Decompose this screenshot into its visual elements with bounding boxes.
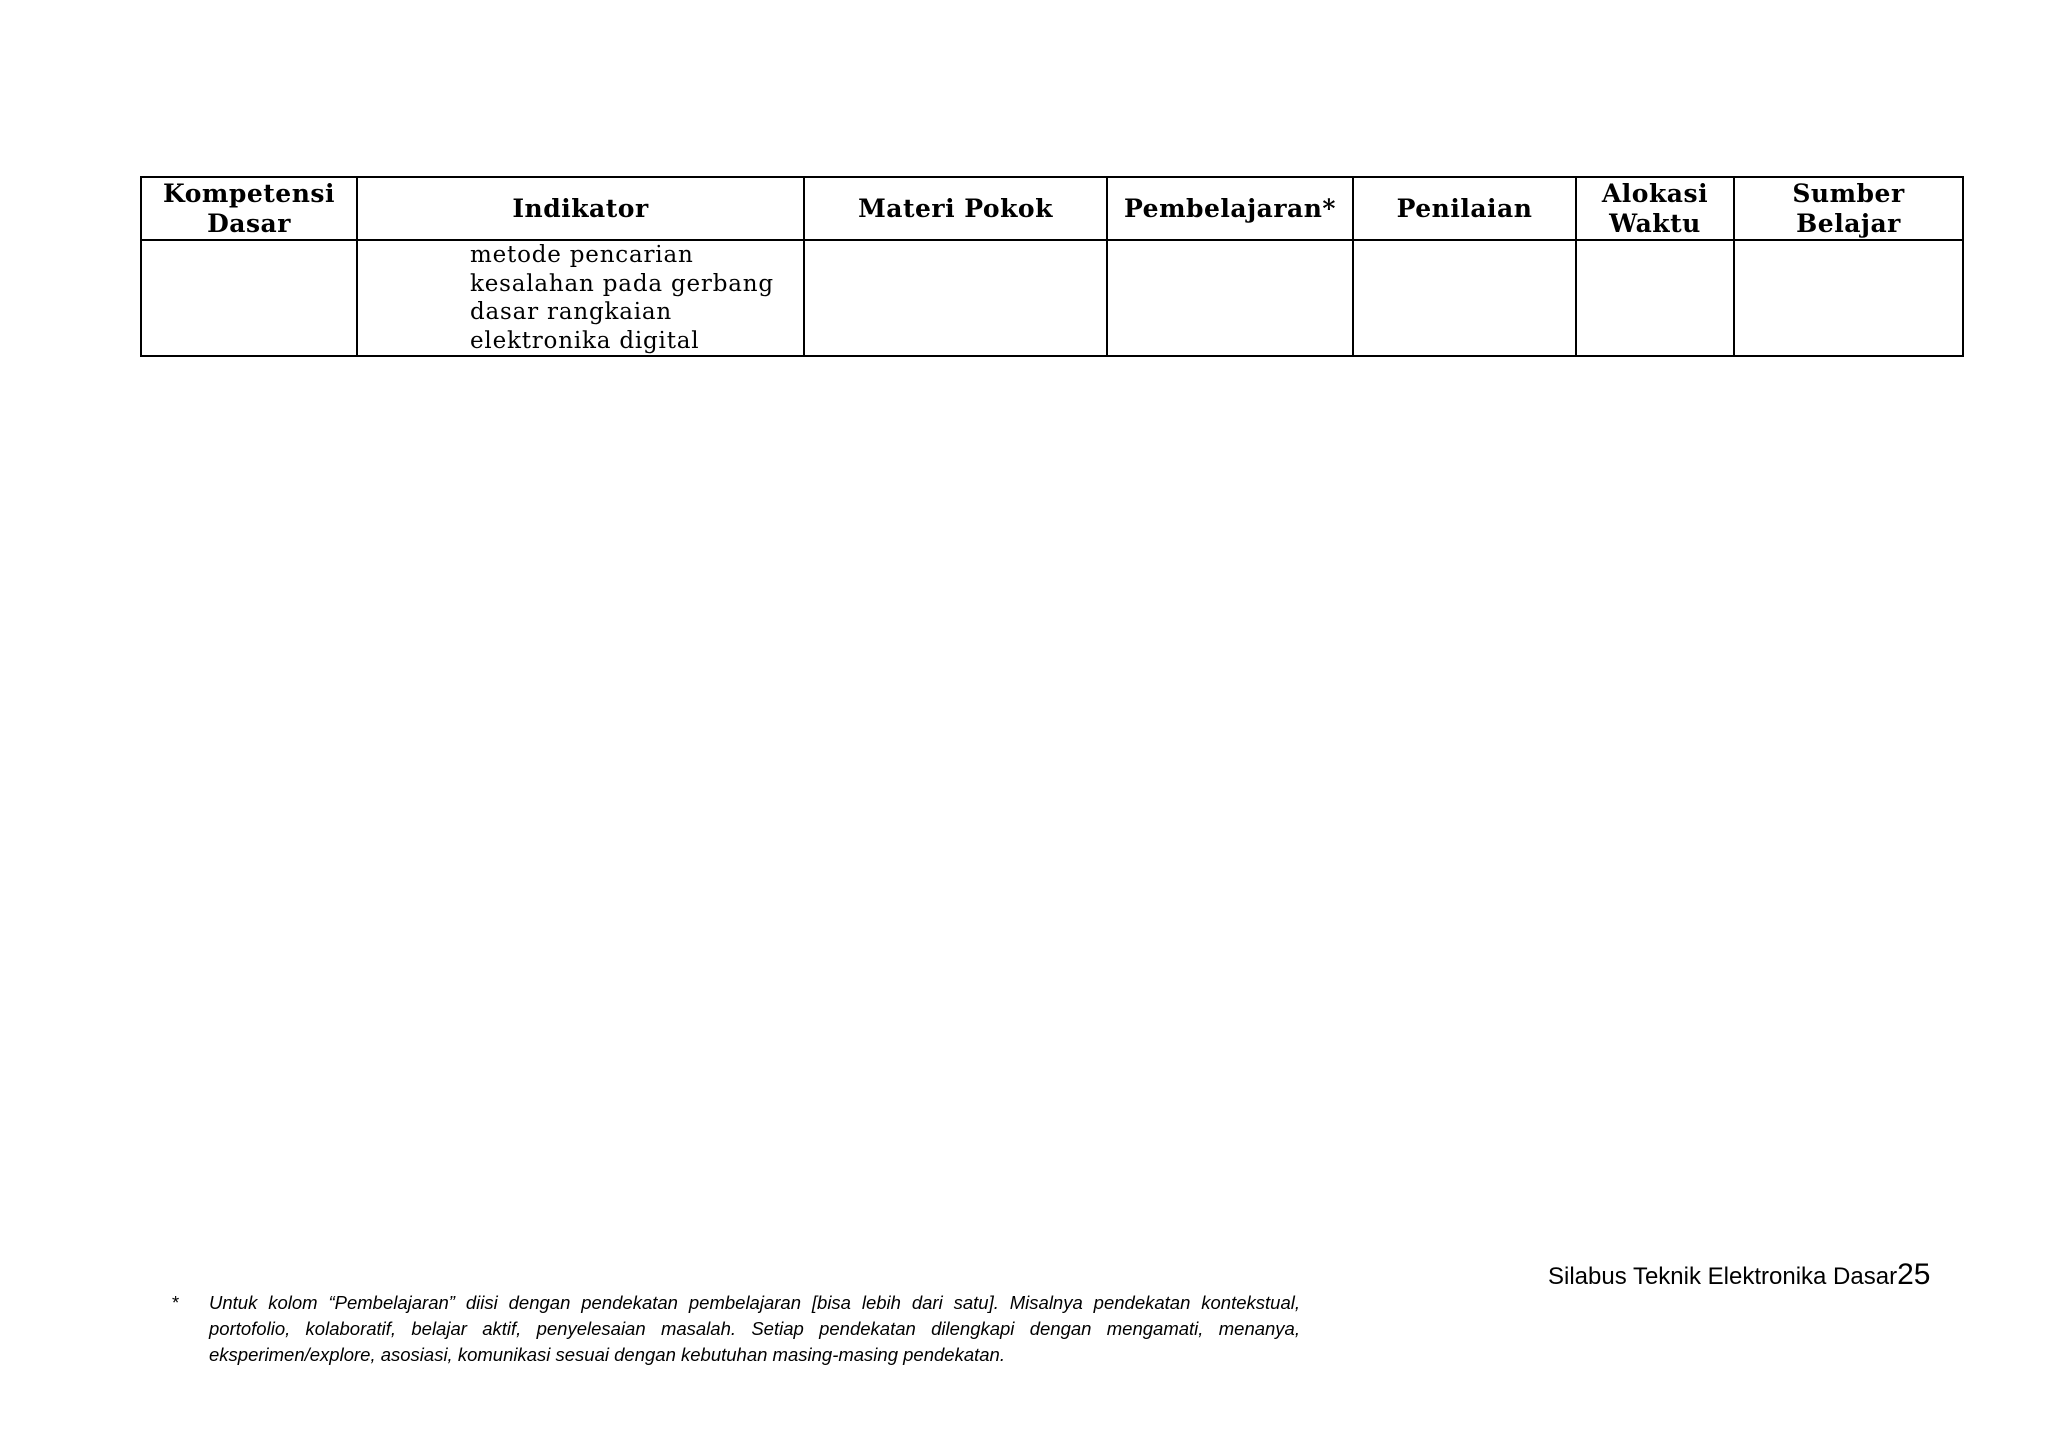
header-kompetensi-dasar bbox=[141, 177, 357, 240]
cell-penilaian bbox=[1353, 240, 1576, 356]
indikator-line: dasar rangkaian bbox=[470, 299, 673, 325]
header-line: Dasar bbox=[207, 208, 291, 238]
header-line: Alokasi bbox=[1601, 178, 1709, 208]
footnote-mark: * bbox=[172, 1292, 180, 1313]
header-line: Indikator bbox=[512, 193, 649, 223]
cell-pembelajaran bbox=[1107, 240, 1353, 356]
table-header-row bbox=[141, 177, 1963, 240]
header-alokasi-waktu bbox=[1576, 177, 1734, 240]
indikator-line: kesalahan pada gerbang bbox=[470, 270, 774, 297]
syllabus-table bbox=[140, 176, 1964, 357]
header-indikator bbox=[357, 177, 804, 240]
cell-kompetensi-dasar bbox=[141, 240, 357, 356]
header-line: Penilaian bbox=[1396, 193, 1533, 223]
header-penilaian bbox=[1353, 177, 1576, 240]
footer-title: Silabus Teknik Elektronika Dasar bbox=[1548, 1263, 1898, 1290]
header-line: Materi Pokok bbox=[858, 193, 1053, 223]
footnote bbox=[174, 1290, 1300, 1368]
cell-alokasi-waktu bbox=[1576, 240, 1734, 356]
footnote-text: Untuk kolom “Pembelajaran” diisi dengan pendekatan pembelajaran [bisa lebih dari satu]. Misalnya pendekatan kontekstual, portofolio, kolaboratif, belajar aktif, penyelesaian masalah. Setiap pendekatan dilengkapi dengan mengamati, menanya, eksperimen/explore, asosiasi, komunikasi sesuai dengan kebutuhan masing-masing pendekatan. bbox=[209, 1292, 1300, 1365]
header-sumber-belajar bbox=[1734, 177, 1963, 240]
page-footer bbox=[1548, 1258, 1930, 1292]
indikator-text bbox=[358, 241, 803, 355]
cell-materi-pokok bbox=[804, 240, 1107, 356]
header-line: Sumber bbox=[1792, 178, 1905, 208]
cell-indikator bbox=[357, 240, 804, 356]
cell-sumber-belajar bbox=[1734, 240, 1963, 356]
indikator-line: metode pencarian bbox=[470, 242, 694, 268]
header-line: Pembelajaran* bbox=[1124, 193, 1336, 223]
table-row bbox=[141, 240, 1963, 356]
header-line: Belajar bbox=[1796, 208, 1901, 238]
header-line: Kompetensi bbox=[163, 178, 335, 208]
page-number: 25 bbox=[1897, 1258, 1931, 1291]
header-pembelajaran bbox=[1107, 177, 1353, 240]
header-line: Waktu bbox=[1609, 208, 1701, 238]
indikator-line: elektronika digital bbox=[470, 327, 700, 354]
header-materi-pokok bbox=[804, 177, 1107, 240]
